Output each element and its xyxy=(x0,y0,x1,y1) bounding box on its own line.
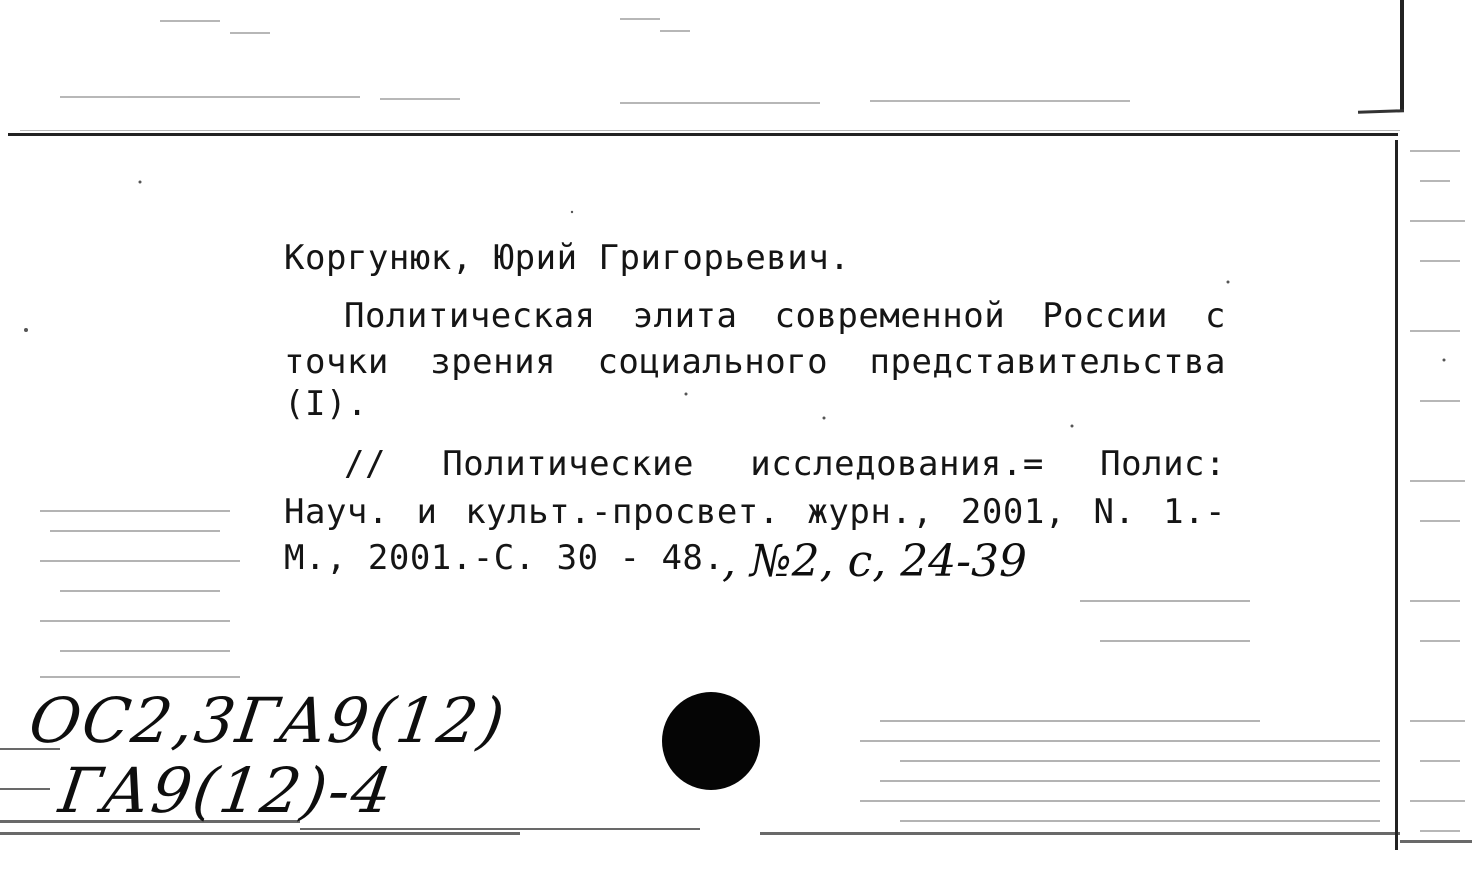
card-punch-hole xyxy=(662,692,760,790)
source-line-2: Науч. и культ.-просвет. журн., 2001, N. 1.- xyxy=(284,492,1226,532)
source-line-3: М., 2001.-С. 30 - 48. xyxy=(284,538,725,578)
shelfmark-line-1: ОС2,3ГА9(12) xyxy=(24,684,511,757)
title-line-1: Политическая элита современной России с xyxy=(344,296,1226,336)
author-heading: Коргунюк, Юрий Григорьевич. xyxy=(284,238,851,278)
source-line-1: // Политические исследования.= Полис: xyxy=(344,444,1226,484)
title-line-3: (I). xyxy=(284,384,368,424)
card-edge-upper xyxy=(1400,0,1404,112)
card-border-right xyxy=(1395,140,1398,850)
handwritten-issue-pages: , №2, с, 24-39 xyxy=(722,536,1028,587)
card-border-top xyxy=(8,133,1398,136)
shelfmark-line-2: ГА9(12)-4 xyxy=(54,754,399,827)
title-line-2: точки зрения социального представительства xyxy=(284,342,1226,382)
